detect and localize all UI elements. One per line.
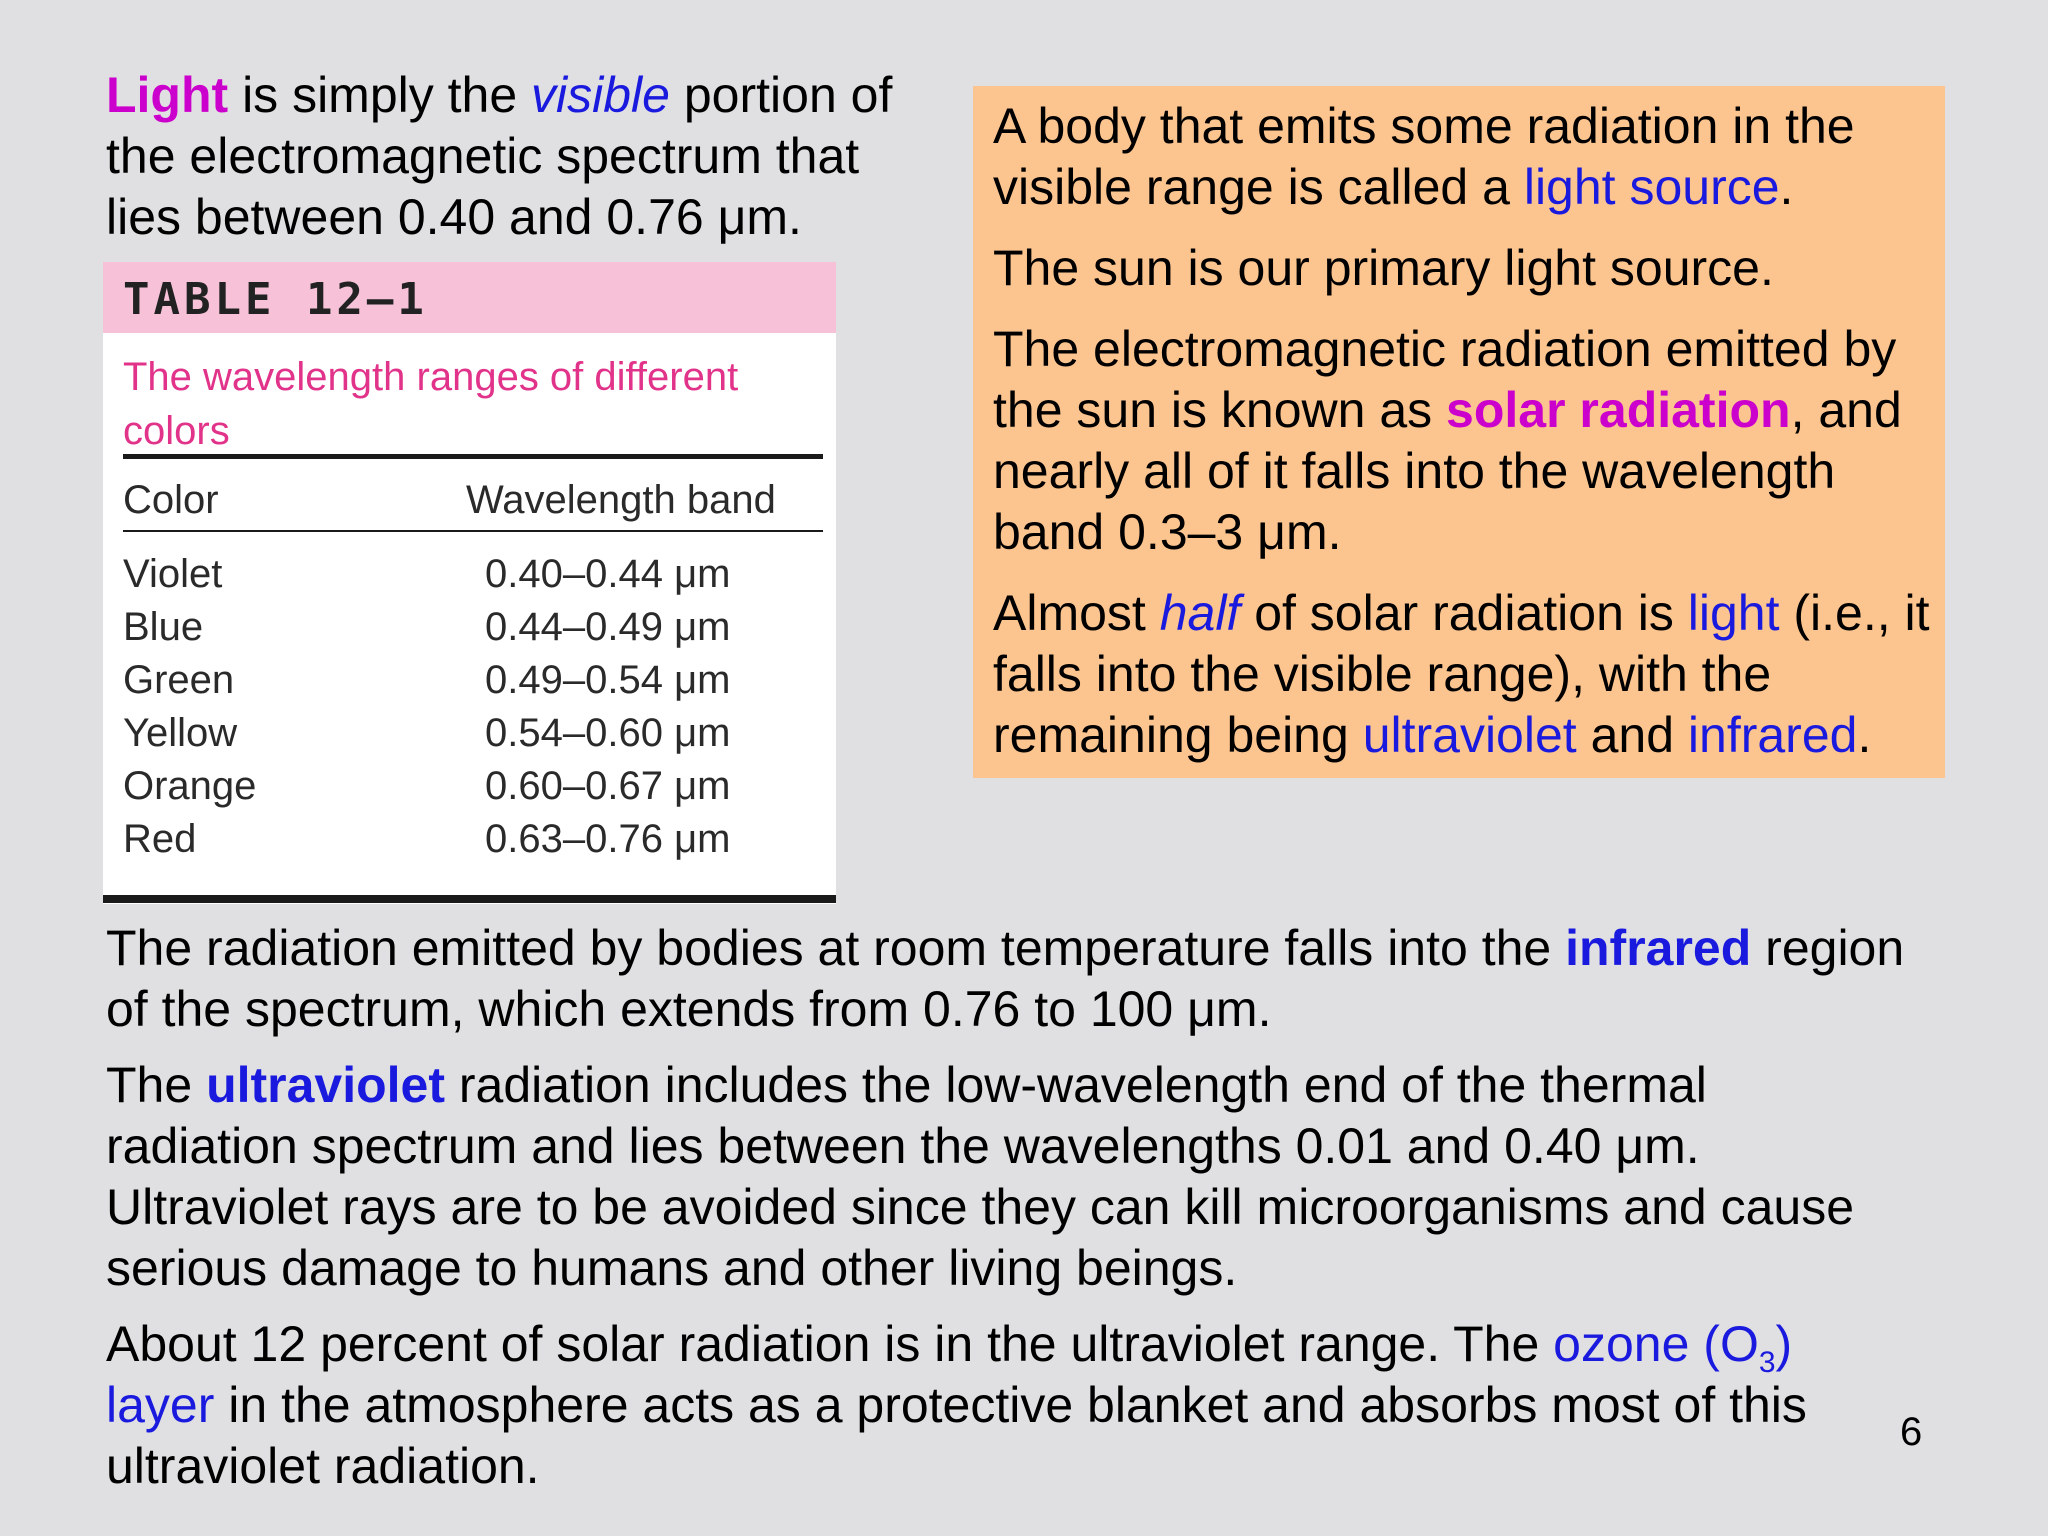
wavelength-table: [103, 262, 836, 904]
spacer: [106, 1040, 1906, 1055]
page-number: 6: [1900, 1410, 1923, 1454]
wavelength-cell: 0.40–0.44 μm: [485, 552, 731, 596]
column-header-wavelength: Wavelength band: [466, 478, 776, 522]
box-p4-text-d: and: [1576, 707, 1688, 763]
box-paragraph-2: The sun is our primary light source.: [993, 240, 1774, 296]
term-solar-radiation: solar radiation: [1446, 382, 1791, 438]
table-rule-bottom: [103, 895, 836, 903]
spacer: [993, 299, 1933, 319]
spacer: [106, 1299, 1906, 1314]
spacer: [993, 218, 1933, 238]
wavelength-cell: 0.49–0.54 μm: [485, 658, 731, 702]
color-cell: Yellow: [123, 711, 238, 755]
term-light-source: light source: [1523, 159, 1780, 215]
bottom-p2-end: radiation includes the low-wavelength end of the thermal radiation spectrum and lies between the wavelengths 0.01 and 0.40 μm. Ultraviolet rays are to be avoided since they can kill microorganisms and cause serious damage to humans and other living beings.: [106, 1057, 1855, 1296]
color-cell: Green: [123, 658, 235, 702]
table-rule-header: [123, 530, 823, 532]
bottom-paragraph-3: [106, 1314, 1906, 1497]
bottom-paragraph-2: [106, 1055, 1906, 1299]
box-p4-text-a: Almost: [993, 585, 1160, 641]
table-row: [123, 605, 823, 658]
table-row: [123, 552, 823, 605]
ozone-text: ozone (O: [1553, 1316, 1759, 1372]
bottom-p3-text: About 12 percent of solar radiation is in the ultraviolet range. The: [106, 1316, 1554, 1372]
table-row: [123, 658, 823, 711]
wavelength-cell: 0.63–0.76 μm: [485, 817, 731, 861]
spacer: [993, 563, 1933, 583]
wavelength-cell: 0.54–0.60 μm: [485, 711, 731, 755]
bottom-paragraph-1: [106, 918, 1906, 1040]
color-cell: Blue: [123, 605, 204, 649]
table-header-band: [103, 262, 836, 333]
color-cell: Orange: [123, 764, 257, 808]
term-light: Light: [106, 67, 229, 123]
table-caption: The wavelength ranges of different colors: [123, 355, 739, 453]
term-light-2: light: [1687, 585, 1780, 641]
bottom-p1-end: region of the spectrum, which extends from 0.76 to 100 μm.: [106, 920, 1905, 1037]
term-infrared: infrared: [1565, 920, 1752, 976]
box-paragraph-3: [993, 319, 1933, 563]
box-p3-text: The electromagnetic radiation emitted by the sun is known as: [993, 321, 1897, 438]
box-p4-text-e: .: [1857, 707, 1872, 763]
table-body: [123, 552, 823, 870]
box-p4-text-c: (i.e., it falls into the visible range), with the remaining being: [993, 585, 1930, 763]
box-paragraph-4: [993, 583, 1933, 766]
bottom-p3-end: in the atmosphere acts as a protective blanket and absorbs most of this ultraviolet radiation.: [106, 1377, 1807, 1494]
intro-paragraph: [106, 65, 946, 248]
bottom-text: [106, 918, 1906, 1497]
intro-text-1: is simply the: [228, 67, 532, 123]
table-rule-top: [123, 454, 823, 459]
box-text: [993, 96, 1933, 766]
bottom-p1-text: The radiation emitted by bodies at room temperature falls into the: [106, 920, 1566, 976]
term-ultraviolet: ultraviolet: [206, 1057, 446, 1113]
ozone-layer-text: ) layer: [106, 1316, 1793, 1433]
term-half: half: [1159, 585, 1241, 641]
term-visible: visible: [531, 67, 670, 123]
table-row: [123, 817, 823, 870]
box-paragraph-1: [993, 96, 1933, 218]
light-source-box: [973, 86, 1945, 778]
term-ultraviolet-2: ultraviolet: [1362, 707, 1577, 763]
box-p4-text-b: of solar radiation is: [1240, 585, 1688, 641]
wavelength-cell: 0.44–0.49 μm: [485, 605, 731, 649]
wavelength-cell: 0.60–0.67 μm: [485, 764, 731, 808]
intro-text-2: portion of the electromagnetic spectrum that lies between 0.40 and 0.76 μm.: [106, 67, 893, 245]
color-cell: Violet: [123, 552, 223, 596]
table-row: [123, 764, 823, 817]
ozone-subscript: 3: [1758, 1346, 1776, 1379]
color-cell: Red: [123, 817, 197, 861]
bottom-p2-text: The: [106, 1057, 207, 1113]
box-p1-end: .: [1779, 159, 1794, 215]
term-infrared-2: infrared: [1687, 707, 1858, 763]
box-p3-end: , and nearly all of it falls into the wavelength band 0.3–3 μm.: [993, 382, 1902, 560]
column-header-color: Color: [123, 478, 219, 522]
table-row: [123, 711, 823, 764]
box-p1-text: A body that emits some radiation in the visible range is called a: [993, 98, 1855, 215]
table-number: TABLE 12–1: [123, 274, 428, 325]
